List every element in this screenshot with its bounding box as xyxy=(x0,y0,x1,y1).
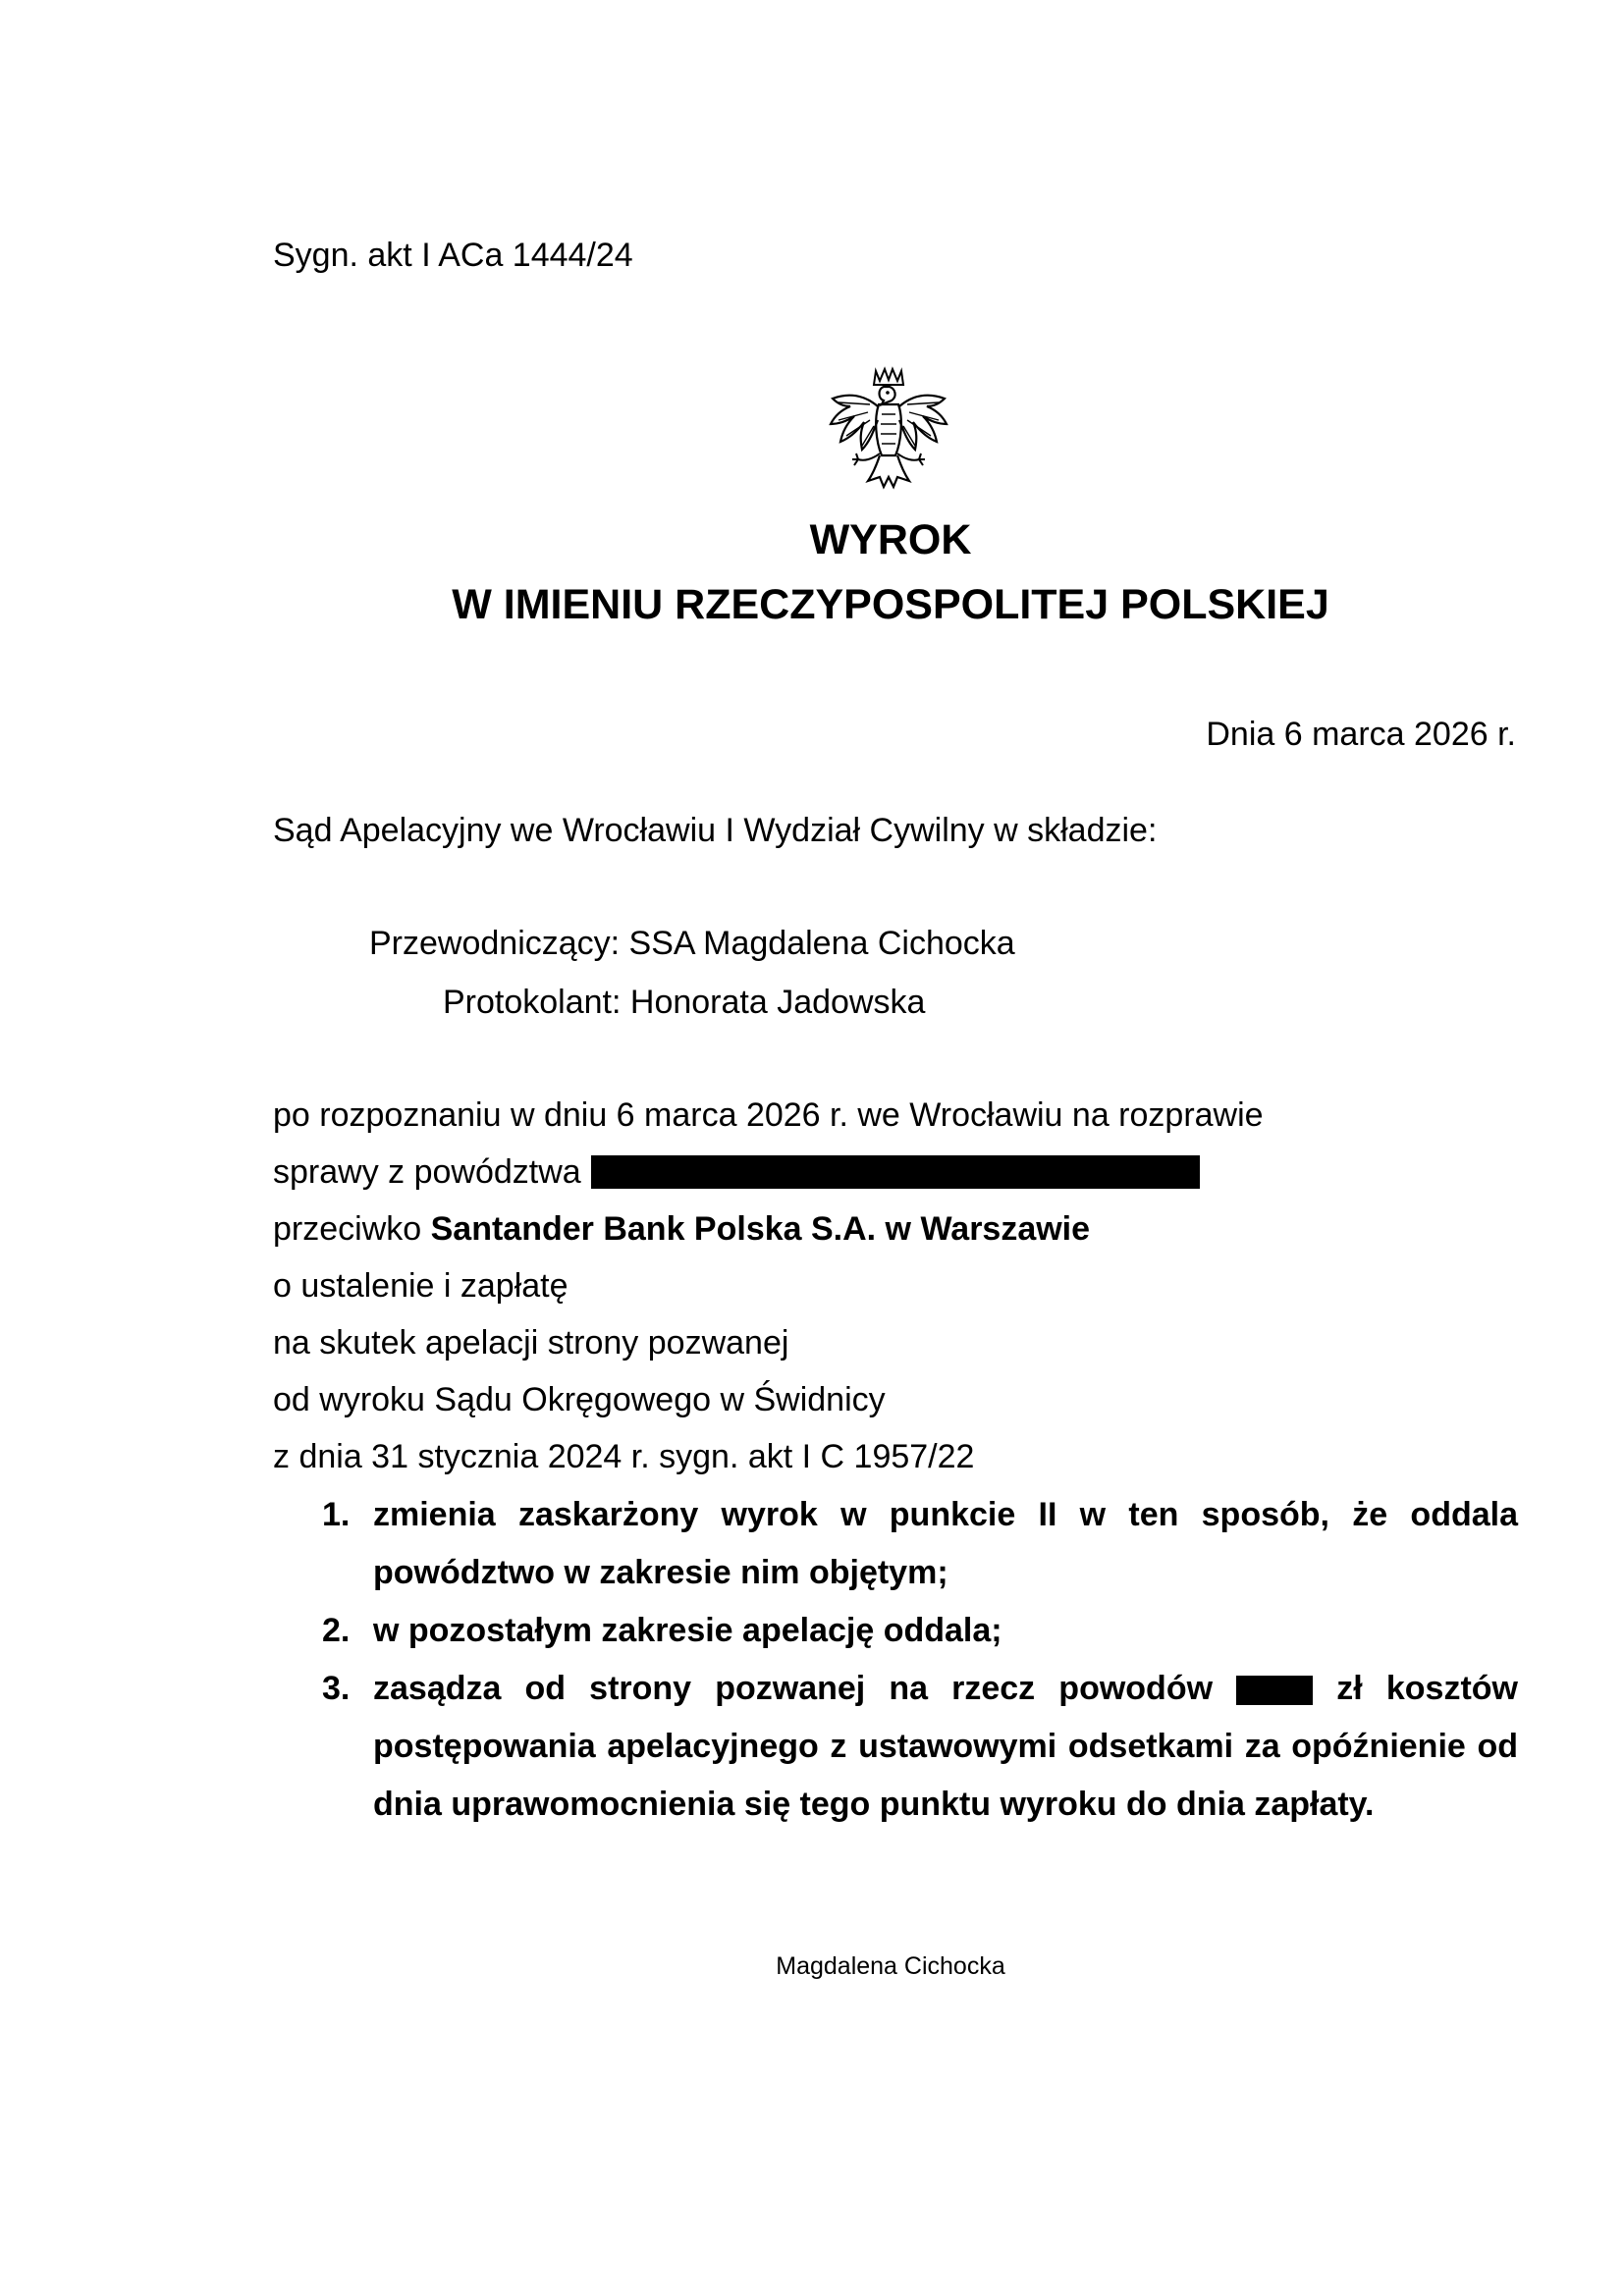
decision-number: 3. xyxy=(322,1670,351,1707)
proceedings-line-3 xyxy=(273,1209,1090,1249)
decision-item xyxy=(314,1660,1518,1834)
decision-item xyxy=(314,1602,1518,1660)
proceedings-line-5: na skutek apelacji strony pozwanej xyxy=(273,1324,789,1362)
amount-redaction xyxy=(1236,1676,1313,1705)
proceedings-line-4: o ustalenie i zapłatę xyxy=(273,1267,568,1305)
presiding-judge: Przewodniczący: SSA Magdalena Cichocka xyxy=(369,925,1015,962)
plaintiff-redaction xyxy=(591,1155,1200,1189)
decision-text xyxy=(373,1660,1518,1834)
decision-text-after: zł kosztów postępowania apelacyjnego z ustawowymi odsetkami za opóźnienie od dnia uprawomocnienia się tego punktu wyroku do dnia zapłaty. xyxy=(373,1670,1518,1823)
plaintiff-label: sprawy z powództwa xyxy=(273,1153,581,1191)
decision-number: 2. xyxy=(322,1612,351,1649)
decision-item xyxy=(314,1486,1518,1602)
judgment-date: Dnia 6 marca 2026 r. xyxy=(1206,716,1516,753)
decision-text: zmienia zaskarżony wyrok w punkcie II w ten sposób, że oddala powództwo w zakresie nim objętym; xyxy=(373,1496,1518,1591)
decision-text: w pozostałym zakresie apelację oddala; xyxy=(373,1612,1002,1649)
proceedings-line-1: po rozpoznaniu w dniu 6 marca 2026 r. we Wrocławiu na rozprawie xyxy=(273,1096,1264,1134)
proceedings-line-6: od wyroku Sądu Okręgowego w Świdnicy xyxy=(273,1381,886,1418)
defendant-name: Santander Bank Polska S.A. w Warszawie xyxy=(430,1210,1091,1248)
decision-number: 1. xyxy=(322,1496,351,1533)
decision-list xyxy=(314,1486,1518,1834)
proceedings-line-7: z dnia 31 stycznia 2024 r. sygn. akt I C 1957/22 xyxy=(273,1438,975,1475)
against-label: przeciwko xyxy=(273,1210,422,1248)
eagle-emblem-icon xyxy=(825,365,952,503)
page-title: WYROK xyxy=(809,516,972,563)
court-recorder: Protokolant: Honorata Jadowska xyxy=(443,984,926,1021)
proceedings-line-2 xyxy=(273,1152,1200,1192)
court-composition: Sąd Apelacyjny we Wrocławiu I Wydział Cywilny w składzie: xyxy=(273,812,1158,849)
page-subtitle: W IMIENIU RZECZYPOSPOLITEJ POLSKIEJ xyxy=(452,581,1329,628)
judge-signature: Magdalena Cichocka xyxy=(776,1952,1005,1980)
case-reference: Sygn. akt I ACa 1444/24 xyxy=(273,237,633,274)
decision-text-before: zasądza od strony pozwanej na rzecz powodów xyxy=(373,1670,1214,1707)
